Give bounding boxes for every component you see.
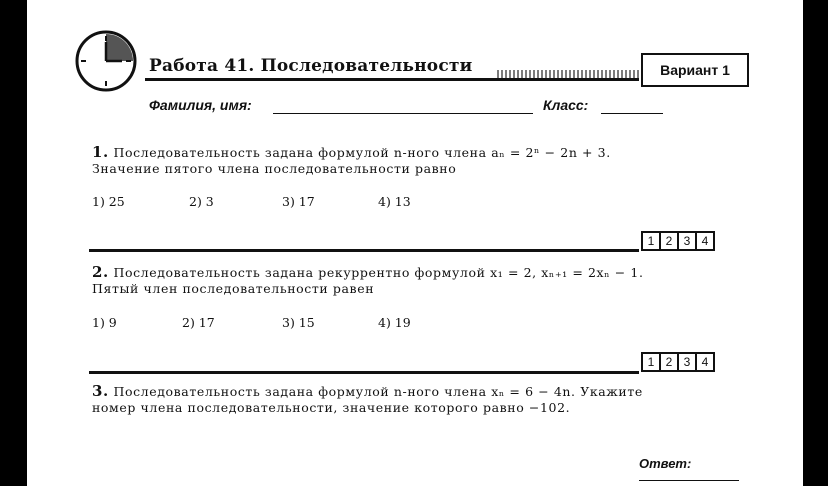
variant-badge: Вариант 1 [641,53,749,87]
answer-options-2 [92,315,492,331]
answer-label: Ответ: [639,456,692,471]
option[interactable]: 3) 15 [282,315,315,330]
class-field-line[interactable] [601,113,663,114]
question-text: Пятый член последовательности равен [92,281,375,296]
class-label: Класс: [543,97,589,113]
question-text: Последовательность задана рекуррентно формулой x₁ = 2, xₙ₊₁ = 2xₙ − 1. [113,265,644,280]
answer-box[interactable]: 1 [643,354,659,370]
answer-box[interactable]: 1 [643,233,659,249]
question-text: Последовательность задана формулой n-ного члена aₙ = 2ⁿ − 2n + 3. [113,145,611,160]
question-text: Значение пятого члена последовательности равно [92,161,457,176]
section-divider [89,371,639,374]
name-label: Фамилия, имя: [149,97,252,113]
name-field-line[interactable] [273,113,533,114]
question-number: 3. [92,382,109,400]
option[interactable]: 4) 19 [378,315,411,330]
question-2 [92,264,644,297]
section-divider [89,249,639,252]
title-underline [145,78,639,81]
answer-boxes [641,231,715,251]
option[interactable]: 1) 25 [92,194,125,209]
option[interactable]: 3) 17 [282,194,315,209]
answer-boxes [641,352,715,372]
question-1 [92,144,611,177]
option[interactable]: 2) 17 [182,315,215,330]
answer-options-1 [92,194,492,210]
answer-box[interactable]: 2 [661,233,677,249]
question-3 [92,383,643,416]
clock-icon [75,30,137,92]
question-text: номер члена последовательности, значение которого равно −102. [92,400,571,415]
answer-box[interactable]: 3 [679,354,695,370]
question-number: 1. [92,143,109,161]
worksheet-page [27,0,803,486]
question-text: Последовательность задана формулой n-ного члена xₙ = 6 − 4n. Укажите [113,384,643,399]
option[interactable]: 1) 9 [92,315,117,330]
answer-box[interactable]: 4 [697,233,713,249]
page-title: Работа 41. Последовательности [149,56,473,76]
answer-box[interactable]: 3 [679,233,695,249]
title-hatching [497,70,639,78]
answer-box[interactable]: 4 [697,354,713,370]
answer-field-line[interactable] [639,480,739,481]
answer-box[interactable]: 2 [661,354,677,370]
question-number: 2. [92,263,109,281]
option[interactable]: 2) 3 [189,194,214,209]
option[interactable]: 4) 13 [378,194,411,209]
